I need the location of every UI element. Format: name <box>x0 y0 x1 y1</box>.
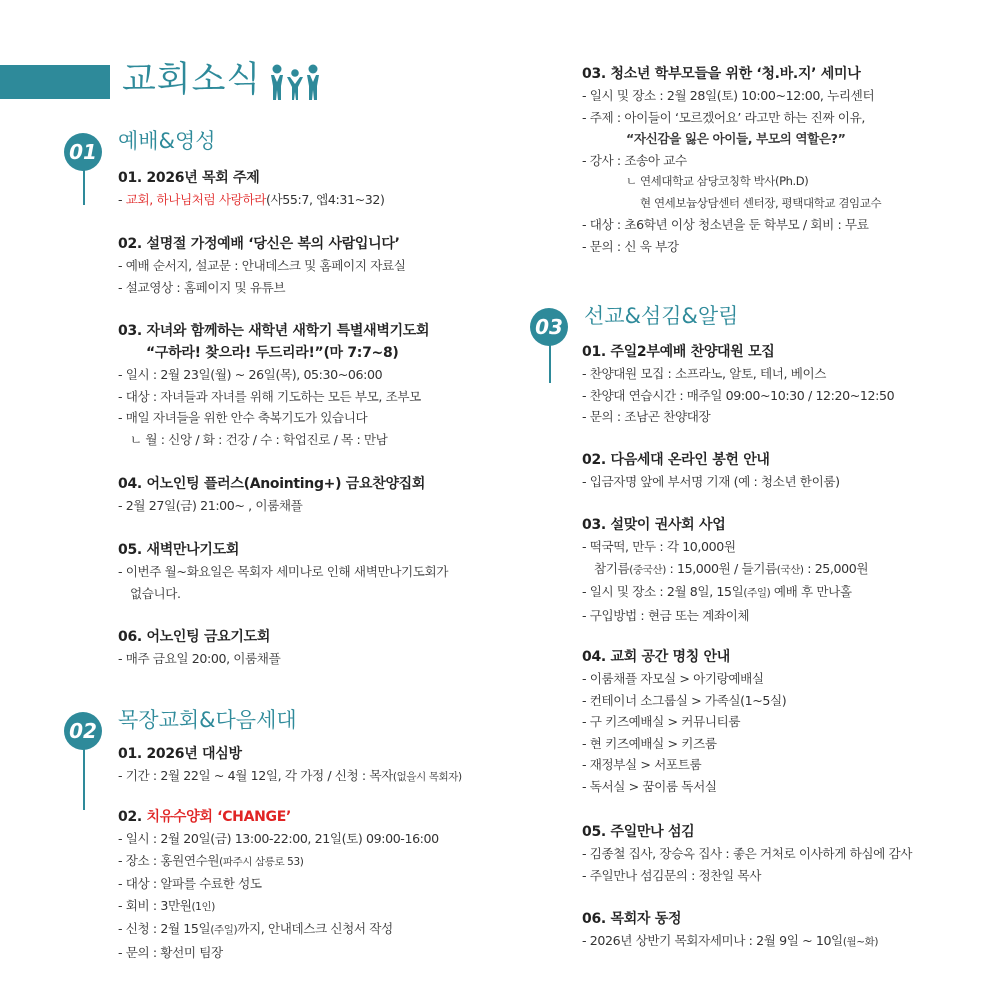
item-line <box>118 765 462 789</box>
item-title: 06. 어노인팅 금요기도회 <box>118 629 271 645</box>
item-line: - 재정부실 > 서포트룸 <box>582 757 702 772</box>
item-line-note: (월~화) <box>842 936 879 948</box>
item-line: - 문의 : 신 욱 부강 <box>582 238 679 254</box>
item-title: 06. 목회자 동정 <box>582 911 682 927</box>
item-line-note: (없을시 목회자) <box>392 771 462 783</box>
highlight-text: 치유수양회 ‘CHANGE’ <box>146 809 292 825</box>
item-line-text: : 25,000원 <box>803 560 869 576</box>
announcement-item <box>118 806 439 963</box>
item-line: - 강사 : 조송아 교수 <box>582 152 687 168</box>
announcement-item <box>118 167 385 211</box>
item-line: - 문의 : 황선미 팀장 <box>118 944 223 960</box>
item-line-rest: (사55:7, 엡4:31~32) <box>265 192 385 207</box>
section-title: 선교&섬김&알림 <box>584 304 739 328</box>
announcement-item <box>118 539 448 604</box>
item-line-note: (주일) <box>210 924 238 936</box>
item-line <box>118 918 439 942</box>
item-line: - 컨테이너 소그룹실 > 가족실(1~5실) <box>582 692 787 708</box>
item-line: - 김종철 집사, 장승옥 집사 : 좋은 거처로 이사하게 하심에 감사 <box>582 846 912 861</box>
section-title: 목장교회&다음세대 <box>118 708 297 732</box>
page-title: 교회소식 <box>122 60 262 100</box>
section-number-badge: 03 <box>530 308 568 346</box>
item-title: 03. 설맞이 권사회 사업 <box>582 517 726 533</box>
item-line: 현 연세보늄상담센터 센터장, 평택대학교 겸임교수 <box>640 195 882 210</box>
announcement-item <box>582 646 786 797</box>
item-line: - 주제 : 아이들이 ‘모르겠어요’ 라고만 하는 진짜 이유, <box>582 109 865 125</box>
highlight-text: 교회, 하나님처럼 사랑하라 <box>125 192 266 207</box>
item-line: - 예배 순서지, 설교문 : 안내데스크 및 홈페이지 자료실 <box>118 258 406 273</box>
item-line: - 2월 27일(금) 21:00~ , 이룸채플 <box>118 498 303 513</box>
item-line: - 문의 : 조남곤 찬양대장 <box>582 409 711 424</box>
item-line: - 찬양대원 모집 : 소프라노, 알토, 테너, 베이스 <box>582 366 827 381</box>
item-line: - 설교영상 : 홈페이지 및 유튜브 <box>118 279 286 295</box>
item-line-note: (국산) <box>776 563 804 576</box>
item-line-text: - 2026년 상반기 목회자세미나 : 2월 9일 ~ 10일 <box>582 933 843 948</box>
item-line-text: - 회비 : 3만원 <box>118 897 192 913</box>
item-line: - 교회, 하나님처럼 사랑하라(사55:7, 엡4:31~32) <box>118 192 385 207</box>
item-line-text: - 장소 : 홍원연수원 <box>118 852 220 868</box>
item-line-note: (중국산) <box>629 563 666 576</box>
item-line <box>582 930 878 954</box>
item-line-text: 예배 후 만나홀 <box>770 584 852 599</box>
item-line: - 떡국떡, 만두 : 각 10,000원 <box>582 539 736 554</box>
item-title: 03. 자녀와 함께하는 새학년 새학기 특별새벽기도회 <box>118 323 430 339</box>
announcement-item <box>582 341 894 428</box>
announcement-item <box>582 514 868 626</box>
section-number-badge: 01 <box>64 133 102 171</box>
item-line: - 주일만나 섬김문의 : 정찬일 목사 <box>582 867 761 883</box>
item-line: - 독서실 > 꿈이룸 독서실 <box>582 778 717 794</box>
item-line-text: : 15,000원 / 들기름 <box>665 560 777 576</box>
announcement-item <box>118 626 280 670</box>
item-line-note: (1인) <box>191 900 215 913</box>
item-line: - 대상 : 초6학년 이상 청소년을 둔 학부모 / 회비 : 무료 <box>582 217 869 232</box>
item-title: 01. 주일2부예배 찬양대원 모집 <box>582 344 775 360</box>
item-line-text: - 신청 : 2월 15일 <box>118 921 211 936</box>
item-title <box>118 806 439 828</box>
item-line: - 일시 : 2월 20일(금) 13:00-22:00, 21일(토) 09:00-16:00 <box>118 831 439 846</box>
item-title: 02. 설명절 가정예배 ‘당신은 복의 사람입니다’ <box>118 236 400 252</box>
item-line: - 현 키즈예배실 > 키즈룸 <box>582 735 717 751</box>
announcement-item <box>118 233 406 298</box>
announcement-item <box>582 449 840 493</box>
item-line: - 구입방법 : 현금 또는 계좌이체 <box>582 607 750 623</box>
item-line: - 입금자명 앞에 부서명 기재 (예 : 청소년 한이룸) <box>582 474 840 489</box>
item-line: - 대상 : 알파를 수료한 성도 <box>118 876 262 891</box>
item-line: ㄴ 연세대학교 삼당코칭학 박사(Ph.D) <box>626 174 809 188</box>
item-title-number: 02. <box>118 809 147 825</box>
item-line-text: 참기름 <box>594 560 630 576</box>
section-title: 예배&영성 <box>118 129 216 153</box>
item-line-note: (주일) <box>743 587 771 599</box>
item-title: 01. 2026년 목회 주제 <box>118 170 260 186</box>
item-line <box>582 581 868 605</box>
item-line: - 찬양대 연습시간 : 매주일 09:00~10:30 / 12:20~12:50 <box>582 387 895 403</box>
item-line: - 매일 자녀들을 위한 안수 축복기도가 있습니다 <box>118 410 368 425</box>
item-line: - 매주 금요일 20:00, 이룸채플 <box>118 651 281 666</box>
people-icon <box>270 62 320 102</box>
item-line-rest: 까지, 안내데스크 신청서 작성 <box>237 921 393 936</box>
announcement-item <box>582 821 912 886</box>
announcement-item <box>118 743 462 789</box>
item-line: - 대상 : 자녀들과 자녀를 위해 기도하는 모든 부모, 조부모 <box>118 388 421 404</box>
section-number-badge: 02 <box>64 712 102 750</box>
item-title: 01. 2026년 대심방 <box>118 746 242 762</box>
item-line <box>118 850 439 874</box>
item-title: 04. 교회 공간 명칭 안내 <box>582 649 730 665</box>
item-line: - 이룸채플 자모실 > 아기랑예배실 <box>582 671 764 686</box>
item-line: - 일시 : 2월 23일(월) ~ 26일(목), 05:30~06:00 <box>118 367 383 382</box>
announcement-item <box>582 63 881 257</box>
announcement-item <box>582 908 878 954</box>
item-line: - 이번주 월~화요일은 목회자 세미나로 인해 새벽만나기도회가 <box>118 564 449 579</box>
item-line: “자신감을 잃은 아이들, 부모의 역할은?” <box>626 131 846 146</box>
item-line-note: (파주시 삼릉로 53) <box>219 855 304 868</box>
header-accent-bar <box>0 65 110 99</box>
item-line-text: - 일시 및 장소 : 2월 8일, 15일 <box>582 584 744 599</box>
item-line: ㄴ 월 : 신앙 / 화 : 건강 / 수 : 학업진로 / 목 : 만남 <box>130 431 388 447</box>
item-title: 03. 청소년 학부모들을 위한 ‘청.바.지’ 세미나 <box>582 66 861 82</box>
announcement-item <box>118 473 425 517</box>
announcement-item <box>118 320 429 450</box>
item-line: - 일시 및 장소 : 2월 28일(토) 10:00~12:00, 누리센터 <box>582 88 875 103</box>
item-line-text: - 기간 : 2월 22일 ~ 4월 12일, 각 가정 / 신청 : 목자 <box>118 768 393 783</box>
item-line <box>118 895 439 919</box>
item-title: 05. 새벽만나기도회 <box>118 542 240 558</box>
item-line: - 구 키즈예배실 > 커뮤니티룸 <box>582 714 741 729</box>
item-line <box>582 558 868 582</box>
item-line: 없습니다. <box>130 585 181 601</box>
item-title: 04. 어노인팅 플러스(Anointing+) 금요찬양집회 <box>118 476 426 492</box>
item-title: 05. 주일만나 섬김 <box>582 824 695 840</box>
item-subtitle: “구하라! 찾으라! 두드리라!”(마 7:7~8) <box>146 345 399 361</box>
item-title: 02. 다음세대 온라인 봉헌 안내 <box>582 452 770 468</box>
